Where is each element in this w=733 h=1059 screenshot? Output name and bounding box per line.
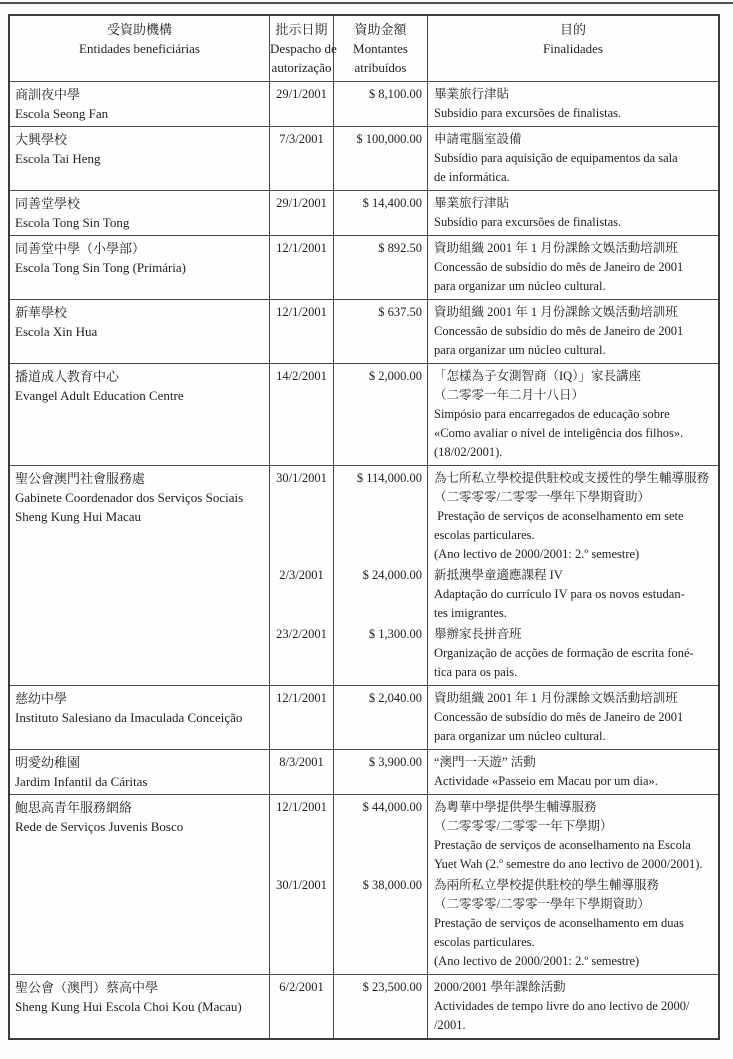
page-top-rule [0, 2, 733, 4]
date-cell [270, 874, 334, 974]
purpose-cell [428, 191, 718, 235]
table-row [10, 127, 718, 191]
entity-line: 聖公會（澳門）蔡高中學 [15, 980, 159, 995]
entity-cell [10, 191, 270, 235]
entity-cell [10, 466, 270, 564]
row-section [10, 874, 718, 974]
purpose-line: 為七所私立學校提供駐校或支援性的學生輔導服務 [434, 471, 710, 485]
entity-cell [10, 975, 270, 1038]
purpose-cell [428, 686, 718, 749]
purpose-line: (18/02/2001). [434, 445, 503, 459]
date-value: 6/2/2001 [279, 980, 324, 994]
purpose-line: Subsídio para excursões de finalistas. [434, 215, 622, 229]
purpose-cell [428, 564, 718, 623]
amount-value: $ 100,000.00 [356, 132, 422, 146]
purpose-line: Simpósio para encarregados de educação sobre [434, 407, 670, 421]
purpose-line: 申請電腦室設備 [434, 132, 522, 146]
purpose-line: Concessão de subsídio do mês de Janeiro de 2001 [434, 324, 684, 338]
amount-cell [334, 686, 428, 749]
purpose-line: Yuet Wah (2.º semestre do ano lectivo de 2000/2001). [434, 857, 703, 871]
purpose-line: escolas particulares. [434, 935, 535, 949]
row-section [10, 300, 718, 363]
date-cell [270, 795, 334, 874]
purpose-line: de informática. [434, 170, 510, 184]
purpose-line: Subsídio para aquisição de equipamentos da sala [434, 151, 678, 165]
table-row [10, 466, 718, 686]
amount-value: $ 14,400.00 [362, 196, 422, 210]
purpose-cell [428, 750, 718, 794]
purpose-cell [428, 236, 718, 299]
entity-cell [10, 127, 270, 190]
amount-cell [334, 127, 428, 190]
entity-cell [10, 750, 270, 794]
amount-value: $ 38,000.00 [362, 878, 422, 892]
purpose-line: tes imigrantes. [434, 606, 507, 620]
entity-line: 商訓夜中學 [15, 87, 81, 102]
header-date-zh: 批示日期 [275, 22, 328, 37]
row-section [10, 975, 718, 1038]
date-value: 12/1/2001 [276, 241, 327, 255]
entity-line: 同善堂中學（小學部） [15, 241, 146, 256]
purpose-line: escolas particulares. [434, 528, 535, 542]
date-cell [270, 191, 334, 235]
entity-line: Sheng Kung Hui Escola Choi Kou (Macau) [15, 999, 242, 1014]
entity-cell [10, 795, 270, 874]
date-cell [270, 82, 334, 126]
row-section [10, 623, 718, 685]
entity-line: 大興學校 [15, 132, 68, 147]
entity-cell [10, 874, 270, 974]
date-value: 29/1/2001 [276, 87, 327, 101]
row-section [10, 364, 718, 465]
amount-value: $ 2,040.00 [368, 691, 422, 705]
amount-value: $ 2,000.00 [368, 369, 422, 383]
amount-cell [334, 466, 428, 564]
header-date [270, 16, 337, 81]
entity-line: Rede de Serviços Juvenis Bosco [15, 819, 184, 834]
purpose-line: 舉辦家長拼音班 [434, 627, 522, 641]
entity-cell [10, 564, 270, 623]
purpose-cell [428, 975, 718, 1038]
purpose-line: para organizar um núcleo cultural. [434, 729, 606, 743]
subsidy-table [8, 14, 720, 1040]
table-row [10, 191, 718, 236]
entity-line: Escola Tong Sin Tong (Primária) [15, 260, 187, 275]
entity-line: Instituto Salesiano da Imaculada Conceição [15, 710, 243, 725]
entity-line: Gabinete Coordenador dos Serviços Sociais [15, 490, 244, 505]
amount-cell [334, 236, 428, 299]
purpose-cell [428, 364, 718, 465]
amount-cell [334, 191, 428, 235]
date-cell [270, 623, 334, 685]
header-purpose [428, 16, 718, 81]
purpose-line: para organizar um núcleo cultural. [434, 343, 606, 357]
date-value: 12/1/2001 [276, 305, 327, 319]
amount-value: $ 24,000.00 [362, 568, 422, 582]
date-cell [270, 236, 334, 299]
header-entities-zh: 受資助機構 [106, 22, 172, 37]
entity-line: 同善堂學校 [15, 196, 81, 211]
purpose-cell [428, 127, 718, 190]
purpose-line: Organização de acções de formação de escrita foné- [434, 646, 694, 660]
entity-line: Sheng Kung Hui Macau [15, 509, 142, 524]
entity-cell [10, 364, 270, 465]
purpose-cell [428, 623, 718, 685]
purpose-line: 資助組織 2001 年 1 月份課餘文娛活動培訓班 [434, 241, 678, 255]
purpose-line: Concessão de subsídio do mês de Janeiro de 2001 [434, 260, 684, 274]
amount-cell [334, 750, 428, 794]
amount-cell [334, 364, 428, 465]
table-body [10, 82, 718, 1038]
purpose-line: para organizar um núcleo cultural. [434, 279, 606, 293]
date-value: 12/1/2001 [276, 691, 327, 705]
purpose-cell [428, 795, 718, 874]
entity-cell [10, 236, 270, 299]
table-row [10, 300, 718, 364]
table-header [10, 16, 718, 82]
table-row [10, 975, 718, 1038]
purpose-cell [428, 300, 718, 363]
header-amount [334, 16, 428, 81]
entity-line: Escola Tai Heng [15, 151, 101, 166]
amount-cell [334, 82, 428, 126]
row-section [10, 191, 718, 235]
purpose-line: Subsídio para excursões de finalistas. [434, 106, 622, 120]
header-entities [10, 16, 270, 81]
table-row [10, 686, 718, 750]
purpose-line: 為兩所私立學校提供駐校的學生輔導服務 [434, 878, 660, 892]
entity-line: 慈幼中學 [15, 691, 68, 706]
table-row [10, 236, 718, 300]
amount-value: $ 23,500.00 [362, 980, 422, 994]
purpose-line: （二零零一年二月十八日） [434, 388, 585, 402]
purpose-line: 資助組織 2001 年 1 月份課餘文娛活動培訓班 [434, 691, 678, 705]
purpose-line: tica para os pais. [434, 665, 518, 679]
date-value: 8/3/2001 [279, 755, 324, 769]
date-value: 30/1/2001 [276, 878, 327, 892]
amount-cell [334, 300, 428, 363]
date-value: 2/3/2001 [279, 568, 324, 582]
amount-value: $ 1,300.00 [368, 627, 422, 641]
date-cell [270, 127, 334, 190]
table-row [10, 795, 718, 975]
amount-cell [334, 564, 428, 623]
date-value: 23/2/2001 [276, 627, 327, 641]
purpose-line: 新抵澳學童適應課程 IV [434, 568, 563, 582]
purpose-line: 2000/2001 學年課餘活動 [434, 980, 566, 994]
purpose-line: Concessão de subsídio do mês de Janeiro de 2001 [434, 710, 684, 724]
entity-line: Escola Tong Sin Tong [15, 215, 130, 230]
date-cell [270, 750, 334, 794]
amount-value: $ 3,900.00 [368, 755, 422, 769]
amount-cell [334, 623, 428, 685]
row-section [10, 686, 718, 749]
entity-line: 聖公會澳門社會服務處 [15, 471, 146, 486]
row-section [10, 564, 718, 623]
date-value: 14/2/2001 [276, 369, 327, 383]
entity-cell [10, 686, 270, 749]
purpose-line: （二零零零/二零零一年下學期） [434, 819, 613, 833]
amount-cell [334, 795, 428, 874]
purpose-line: (Ano lectivo de 2000/2001: 2.º semestre) [434, 547, 640, 561]
header-purpose-zh: 目的 [559, 22, 586, 37]
row-section [10, 750, 718, 794]
entity-line: Evangel Adult Education Centre [15, 388, 184, 403]
amount-cell [334, 975, 428, 1038]
row-section [10, 466, 718, 564]
date-cell [270, 364, 334, 465]
row-section [10, 127, 718, 190]
purpose-line: 為粵華中學提供學生輔導服務 [434, 800, 597, 814]
purpose-cell [428, 874, 718, 974]
date-cell [270, 686, 334, 749]
row-section [10, 82, 718, 126]
date-cell [270, 300, 334, 363]
header-entities-pt: Entidades beneficiárias [79, 41, 200, 56]
header-purpose-pt: Finalidades [543, 41, 603, 56]
purpose-line: 「怎樣為子女測智商（IQ）」家長講座 [434, 369, 641, 383]
purpose-cell [428, 82, 718, 126]
header-amount-pt1: Montantes [353, 41, 408, 56]
date-value: 30/1/2001 [276, 471, 327, 485]
amount-value: $ 8,100.00 [368, 87, 422, 101]
amount-value: $ 44,000.00 [362, 800, 422, 814]
entity-cell [10, 82, 270, 126]
amount-value: $ 892.50 [378, 241, 422, 255]
table-row [10, 364, 718, 466]
entity-line: Jardim Infantil da Cáritas [15, 774, 148, 789]
entity-line: 新華學校 [15, 305, 68, 320]
purpose-line: Actividades de tempo livre do ano lectivo de 2000/ [434, 999, 690, 1013]
header-date-pt2: autorização [271, 60, 332, 75]
date-cell [270, 564, 334, 623]
entity-line: 播道成人教育中心 [15, 369, 120, 384]
purpose-line: 畢業旅行津貼 [434, 87, 510, 101]
purpose-line: （二零零零/二零零一學年下學期資助） [434, 490, 650, 504]
purpose-line: 資助組織 2001 年 1 月份課餘文娛活動培訓班 [434, 305, 678, 319]
date-cell [270, 975, 334, 1038]
purpose-line: Prestação de serviços de aconselhamento em sete [434, 509, 684, 523]
amount-value: $ 637.50 [378, 305, 422, 319]
purpose-line: Prestação de serviços de aconselhamento na Escola [434, 838, 691, 852]
purpose-line: Adaptação do currículo IV para os novos estudan- [434, 587, 685, 601]
purpose-line: /2001. [434, 1018, 466, 1032]
entity-cell [10, 623, 270, 685]
entity-line: 明愛幼稚園 [15, 755, 81, 770]
date-cell [270, 466, 334, 564]
row-section [10, 236, 718, 299]
entity-line: 鮑思高青年服務網絡 [15, 800, 133, 815]
entity-cell [10, 300, 270, 363]
purpose-line: （二零零零/二零零一學年下學期資助） [434, 897, 650, 911]
date-value: 29/1/2001 [276, 196, 327, 210]
entity-line: Escola Seong Fan [15, 106, 109, 121]
header-amount-zh: 資助金額 [354, 22, 407, 37]
purpose-line: (Ano lectivo de 2000/2001: 2.º semestre) [434, 954, 640, 968]
date-value: 12/1/2001 [276, 800, 327, 814]
header-amount-pt2: atribuídos [354, 60, 407, 75]
amount-value: $ 114,000.00 [356, 471, 422, 485]
amount-cell [334, 874, 428, 974]
date-value: 7/3/2001 [279, 132, 324, 146]
purpose-line: 畢業旅行津貼 [434, 196, 510, 210]
table-row [10, 82, 718, 127]
purpose-line: «Como avaliar o nível de inteligência dos filhos». [434, 426, 684, 440]
table-row [10, 750, 718, 795]
purpose-line: “澳門一天遊” 活動 [434, 755, 536, 769]
row-section [10, 795, 718, 874]
purpose-line: Prestação de serviços de aconselhamento em duas [434, 916, 684, 930]
purpose-cell [428, 466, 718, 564]
header-date-pt1: Despacho de [270, 41, 337, 56]
purpose-line: Actividade «Passeio em Macau por um dia». [434, 774, 658, 788]
entity-line: Escola Xin Hua [15, 324, 98, 339]
